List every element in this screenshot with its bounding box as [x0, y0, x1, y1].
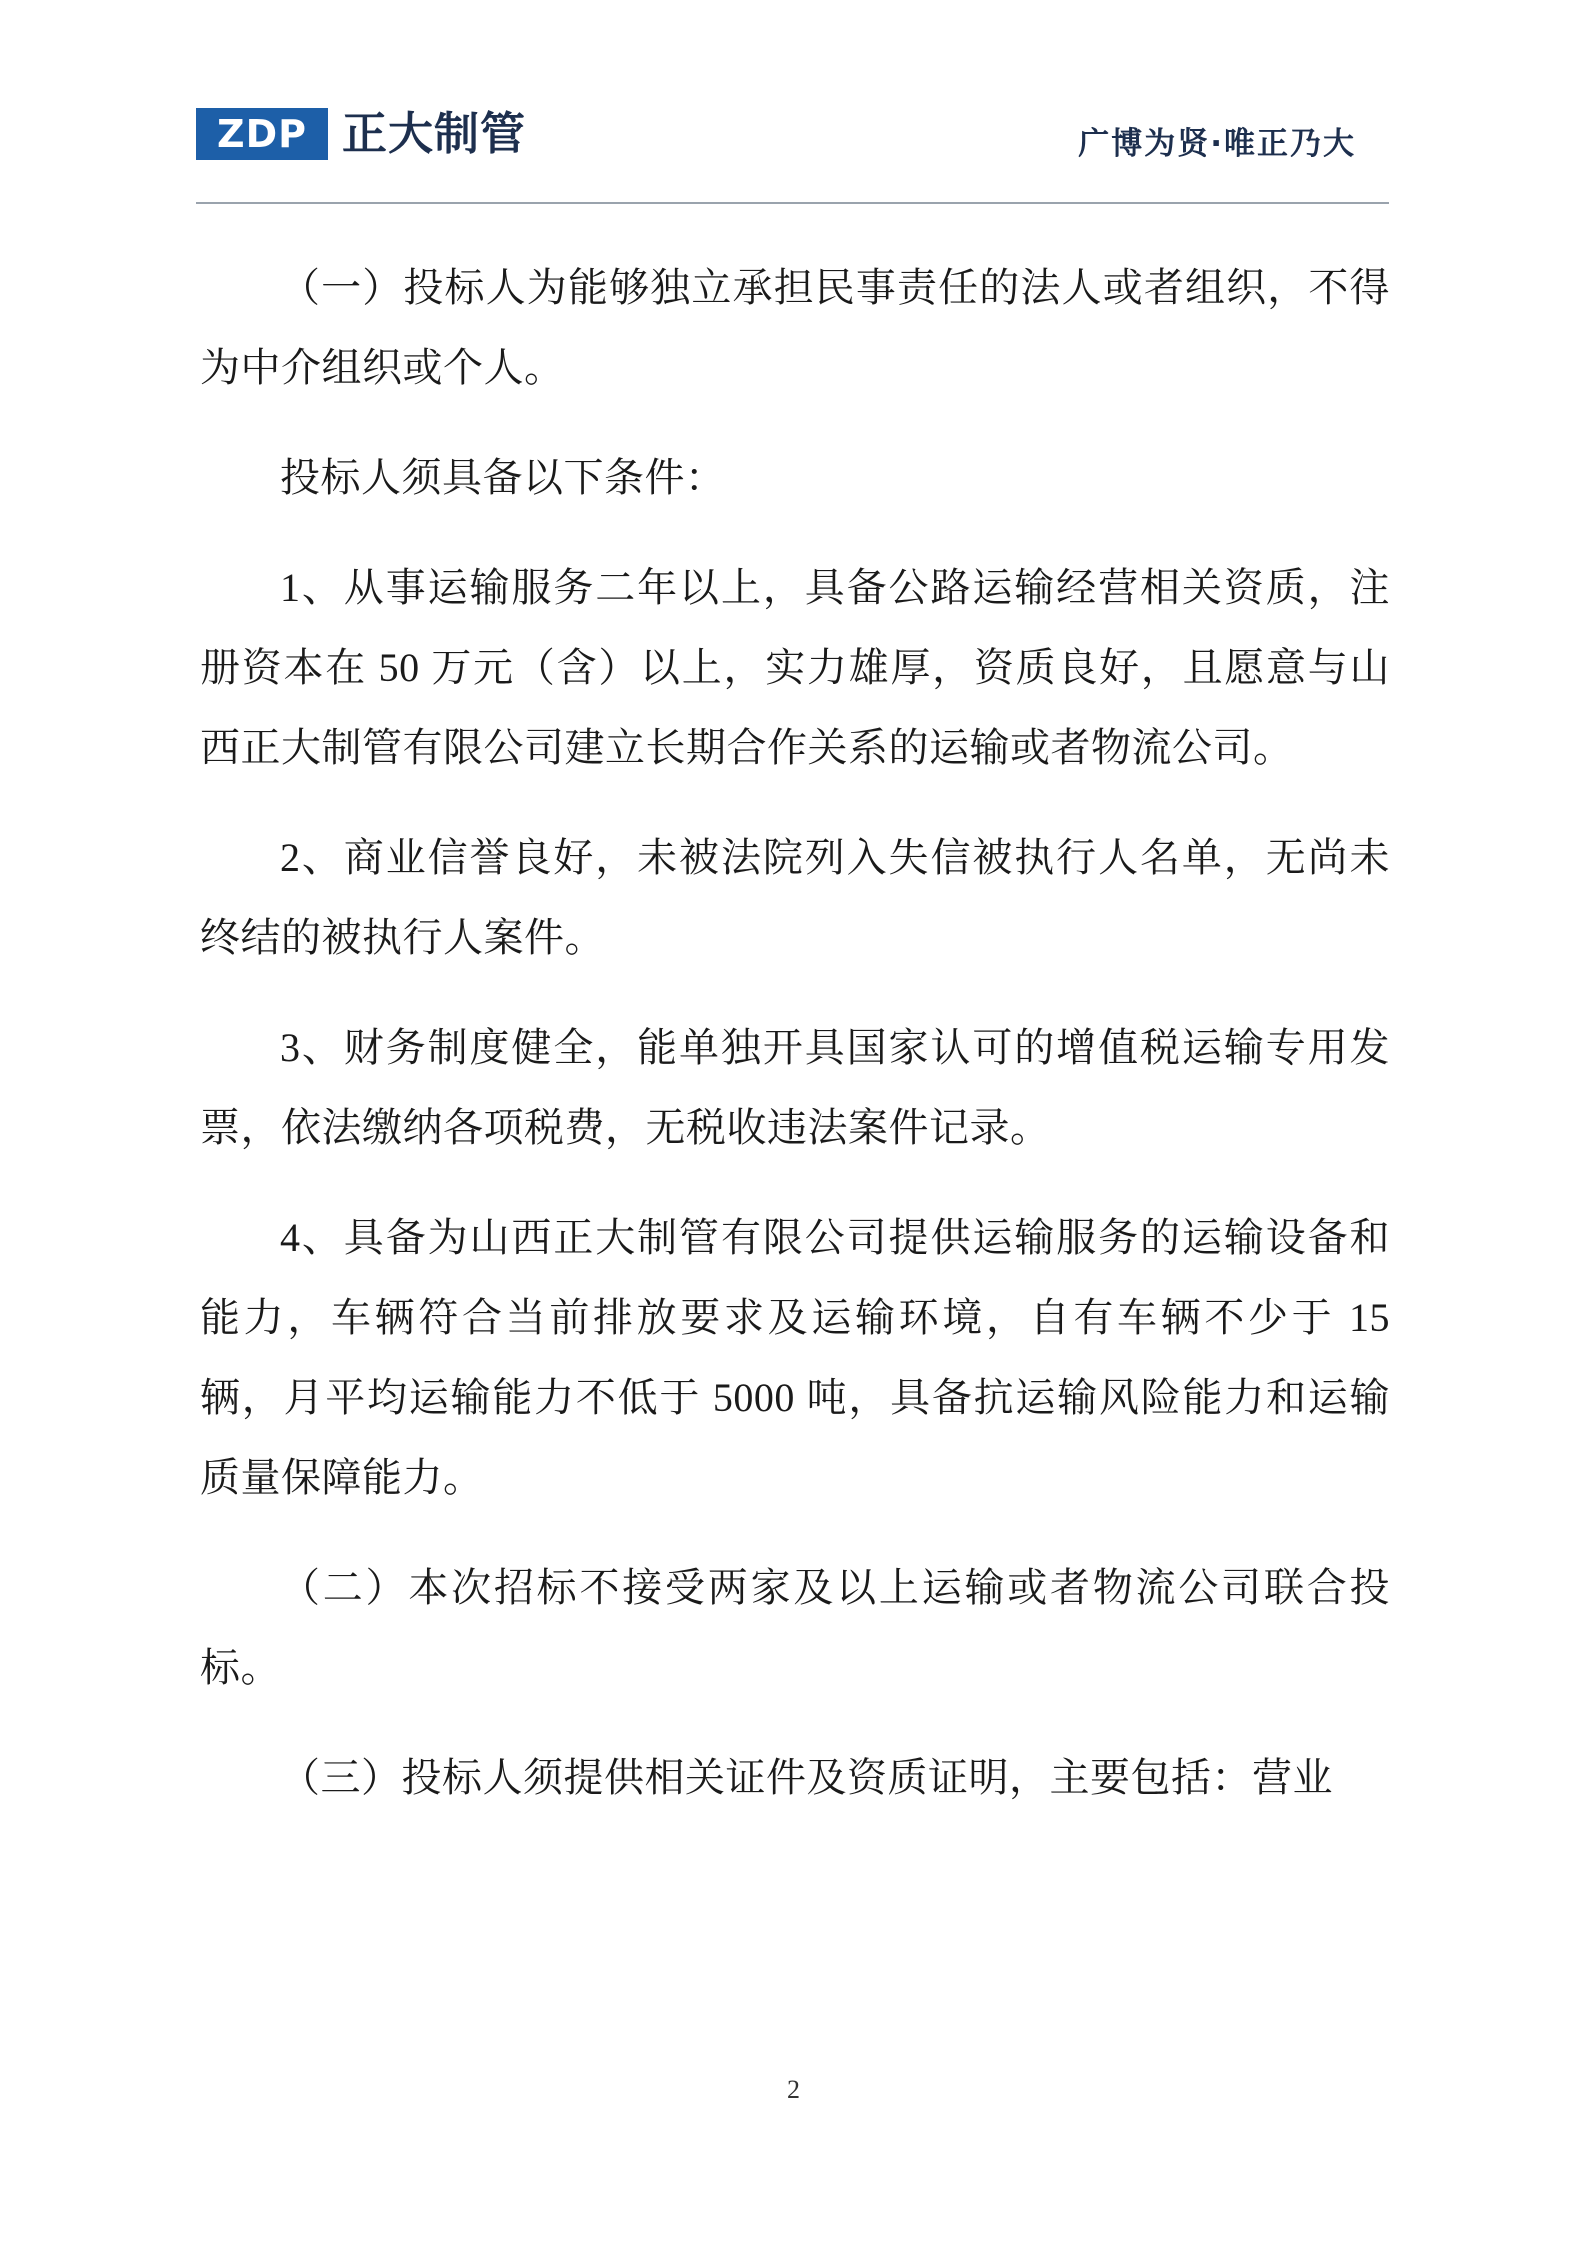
- paragraph: 3、财务制度健全，能单独开具国家认可的增值税运输专用发票，依法缴纳各项税费，无税收违法案件记录。: [200, 1025, 1390, 1150]
- zdp-logo-icon: [196, 108, 328, 160]
- paragraph: 1、从事运输服务二年以上，具备公路运输经营相关资质，注册资本在 50 万元（含）以上，实力雄厚，资质良好，且愿意与山西正大制管有限公司建立长期合作关系的运输或者物流公司。: [200, 565, 1390, 770]
- paragraph: 2、商业信誉良好，未被法院列入失信被执行人名单，无尚未终结的被执行人案件。: [200, 835, 1390, 960]
- paragraph: （二）本次招标不接受两家及以上运输或者物流公司联合投标。: [200, 1565, 1390, 1690]
- paragraph: 投标人须具备以下条件：: [280, 455, 726, 500]
- document-body: [200, 248, 1390, 1848]
- page-header: [196, 108, 1396, 198]
- company-name: 正大制管: [342, 107, 527, 160]
- page-number: 2: [787, 2075, 800, 2104]
- company-slogan: 广博为贤·唯正乃大: [1078, 126, 1356, 162]
- paragraph: （三）投标人须提供相关证件及资质证明，主要包括：营业: [280, 1755, 1333, 1800]
- header-divider: [196, 202, 1389, 204]
- company-logo: [196, 108, 526, 160]
- paragraph: （一）投标人为能够独立承担民事责任的法人或者组织，不得为中介组织或个人。: [200, 265, 1390, 390]
- svg-text:ZDP: ZDP: [217, 112, 307, 156]
- paragraph: 4、具备为山西正大制管有限公司提供运输服务的运输设备和能力，车辆符合当前排放要求及运输环境，自有车辆不少于 15 辆，月平均运输能力不低于 5000 吨，具备抗运输风险能力和运输质量保障能力。: [200, 1215, 1390, 1500]
